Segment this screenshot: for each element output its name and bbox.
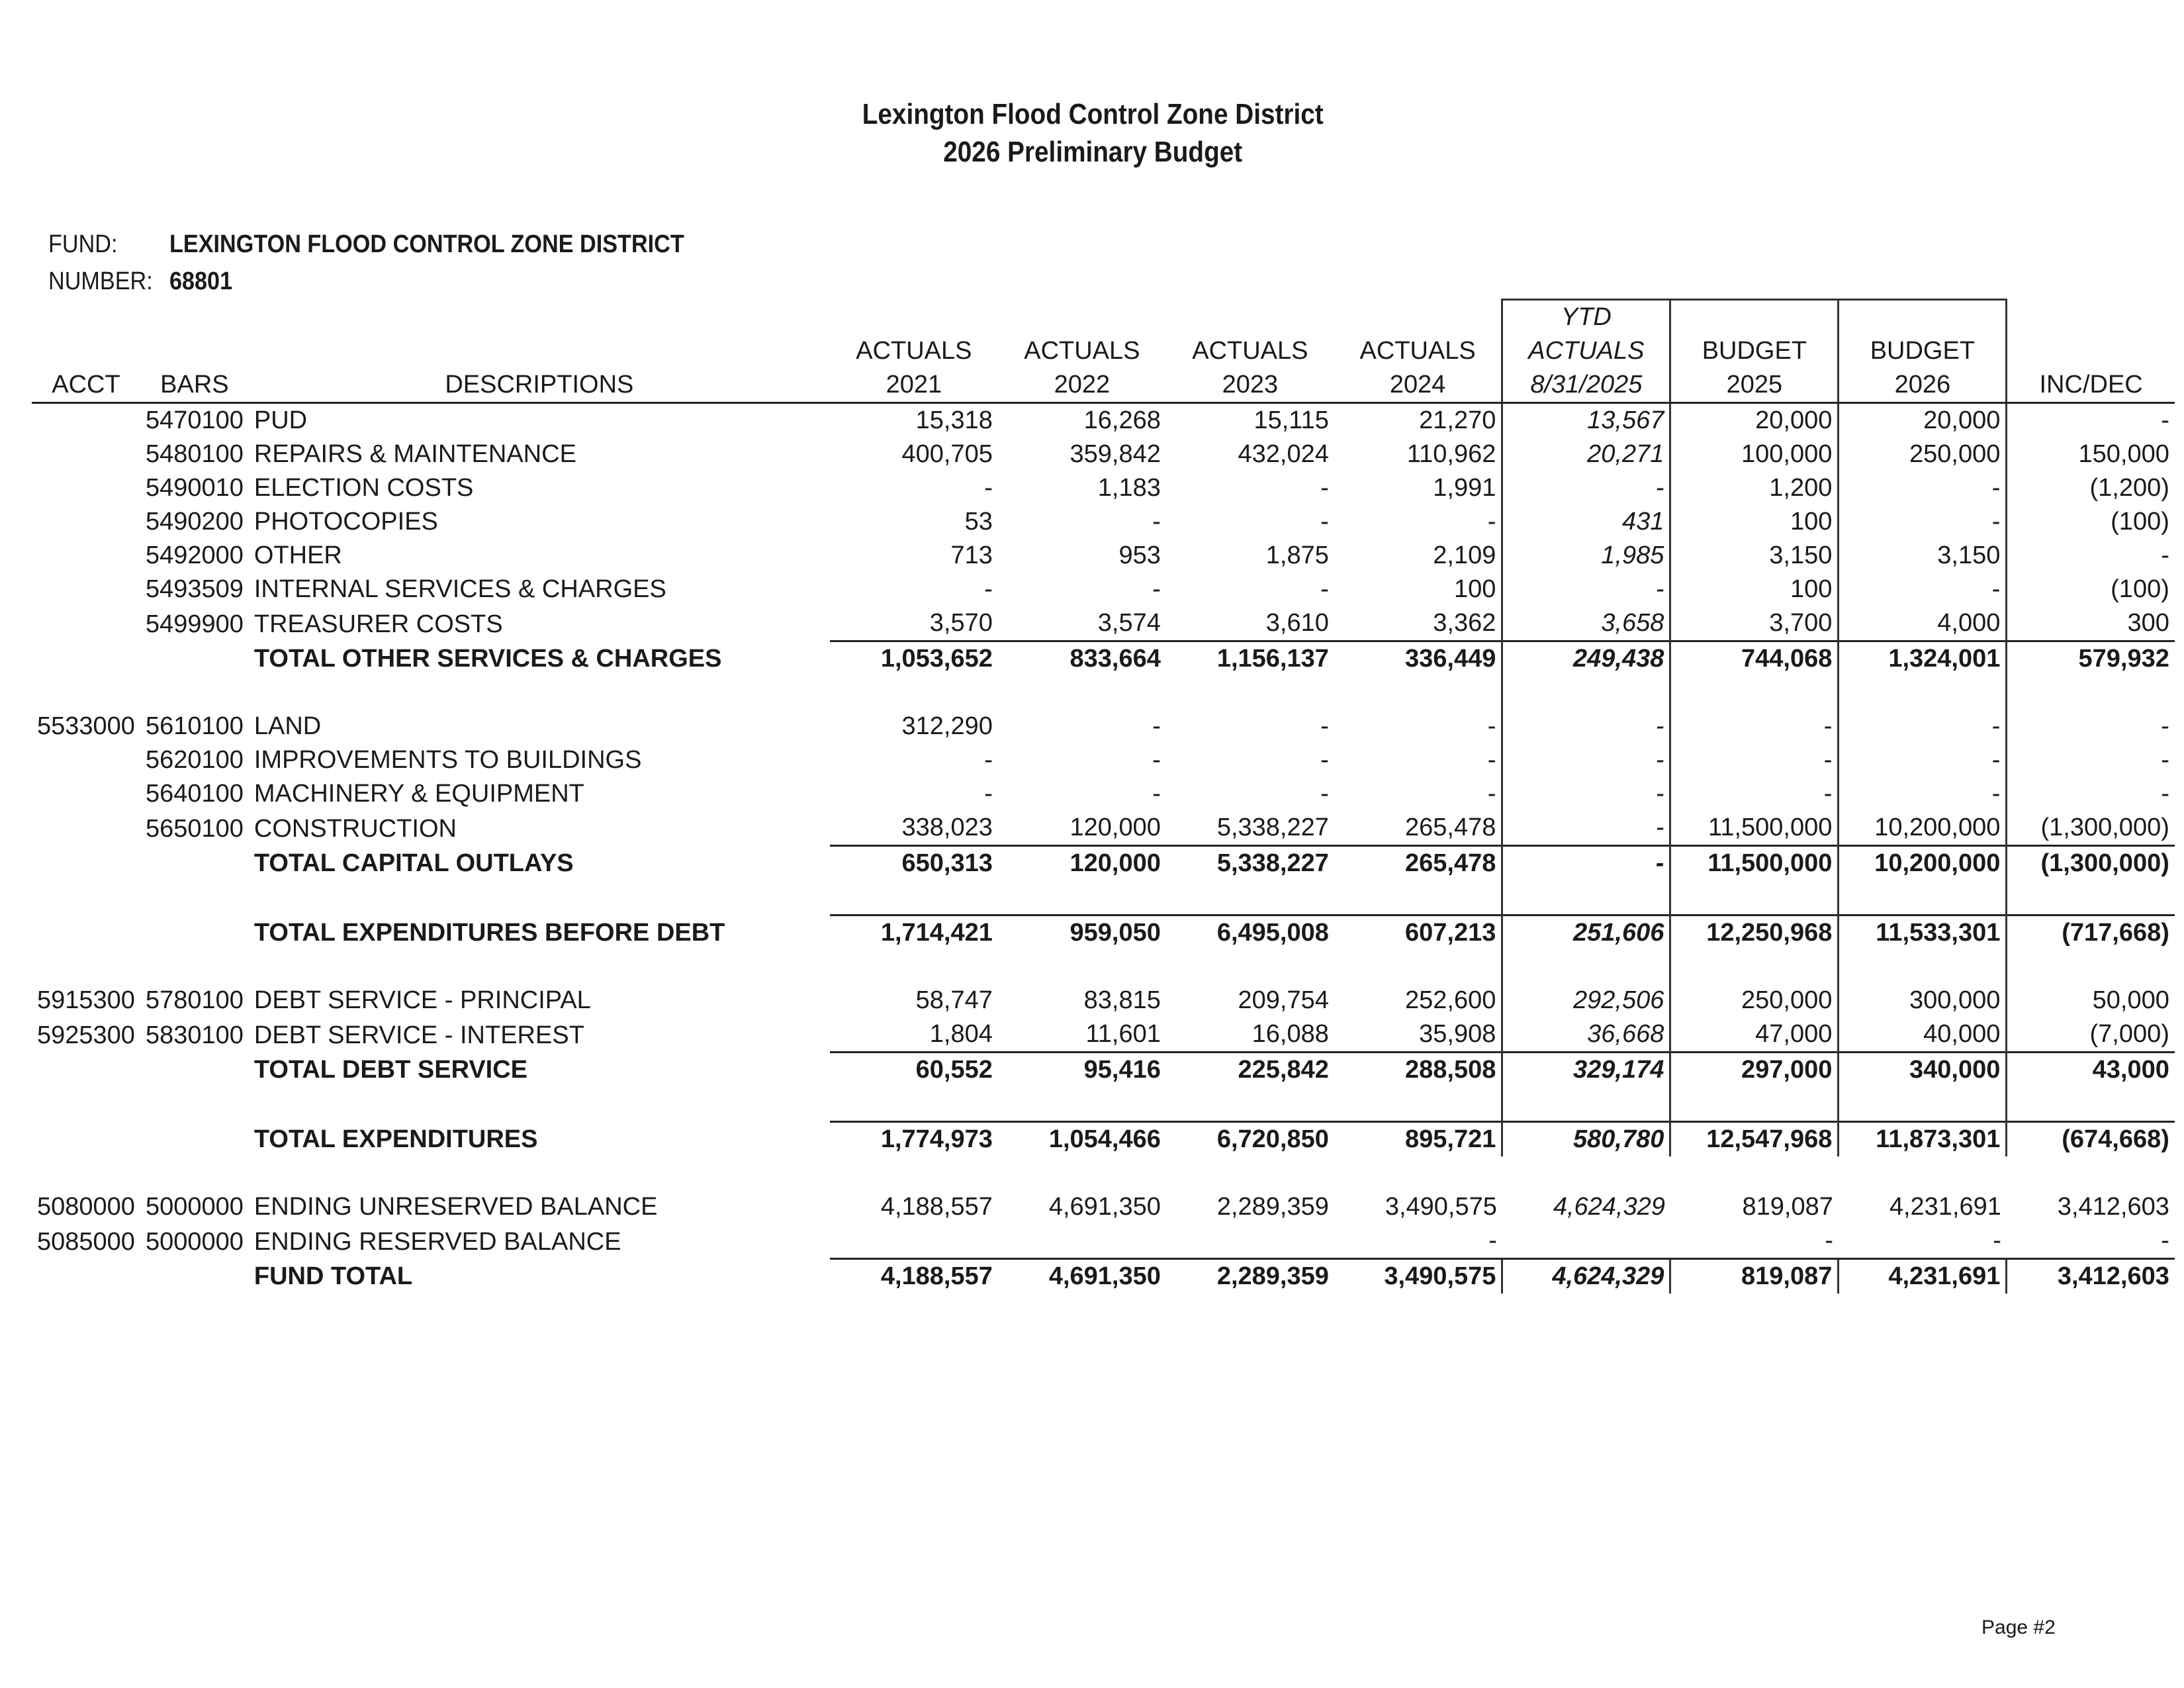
acct-cell [32, 606, 140, 641]
acct-cell: 5915300 [37, 986, 135, 1014]
description-cell: INTERNAL SERVICES & CHARGES [253, 575, 666, 603]
value-cell: - [984, 780, 993, 808]
value-cell: - [1320, 575, 1329, 603]
value-cell: 2,289,359 [1216, 1193, 1329, 1221]
bars-cell: 5490010 [145, 474, 244, 502]
table-row [32, 777, 2175, 811]
value-cell: 16,268 [1083, 406, 1161, 434]
value-cell: 20,000 [1670, 403, 1839, 438]
value-cell: - [1320, 712, 1329, 740]
description-cell: FUND TOTAL [253, 1262, 413, 1290]
value-cell: 431 [1502, 505, 1670, 539]
value-cell: 833,664 [998, 641, 1166, 677]
value-cell: 1,985 [1502, 539, 1670, 573]
value-cell: 40,000 [1839, 1017, 2007, 1053]
acct-cell [32, 641, 140, 677]
value-cell: - [2161, 712, 2169, 740]
bars-cell [140, 1053, 249, 1088]
table-row [32, 403, 2175, 438]
value-cell: 3,570 [929, 609, 993, 637]
value-cell: - [2161, 1227, 2169, 1254]
col-header-bottom: 2023 [1166, 368, 1334, 403]
value-cell: 1,053,652 [830, 641, 998, 677]
description-cell: OTHER [253, 541, 342, 569]
col-header-bottom: 2022 [998, 368, 1166, 403]
value-cell: 6,495,008 [1166, 915, 1334, 951]
col-header-top: ACTUALS [856, 337, 972, 365]
table-row [32, 743, 2175, 777]
value-cell: (674,668) [2007, 1122, 2175, 1157]
value-cell: - [2161, 780, 2169, 808]
description-cell: PUD [253, 406, 308, 434]
spacer-row [32, 1087, 2175, 1122]
col-header-top: ACTUALS [1192, 337, 1308, 365]
value-cell: 288,508 [1334, 1053, 1502, 1088]
bars-cell: 5493509 [145, 575, 244, 603]
total-row [32, 1053, 2175, 1088]
value-cell: - [1487, 508, 1496, 536]
value-cell: 6,720,850 [1166, 1122, 1334, 1157]
header-row-middle [32, 334, 2175, 368]
description-cell: DEBT SERVICE - PRINCIPAL [253, 986, 591, 1014]
value-cell: 100 [1453, 575, 1496, 603]
value-cell: 11,873,301 [1839, 1122, 2007, 1157]
value-cell: 2,109 [1433, 541, 1496, 569]
bars-cell [140, 1122, 249, 1157]
value-cell: - [1320, 508, 1329, 536]
value-cell: 650,313 [830, 846, 998, 881]
header-row-top [32, 300, 2175, 335]
value-cell: 16,088 [1251, 1020, 1329, 1048]
acct-cell [32, 505, 140, 539]
total-row [32, 641, 2175, 677]
value-cell: 21,270 [1419, 406, 1496, 434]
bars-cell: 5610100 [145, 712, 244, 740]
description-cell: CONSTRUCTION [253, 814, 457, 843]
value-cell: 338,023 [901, 814, 993, 841]
value-cell: 4,624,329 [1553, 1193, 1665, 1221]
value-cell: 3,490,575 [1385, 1193, 1497, 1221]
value-cell [830, 1224, 998, 1259]
acct-cell [32, 1122, 140, 1157]
value-cell: 10,200,000 [1839, 811, 2007, 846]
value-cell: 1,804 [929, 1020, 993, 1048]
value-cell: - [1839, 573, 2007, 606]
value-cell: 1,875 [1265, 541, 1329, 569]
value-cell: 249,438 [1502, 641, 1670, 677]
bars-cell: 5490200 [145, 508, 244, 536]
document-subtitle: 2026 Preliminary Budget [943, 136, 1243, 168]
value-cell: - [1839, 471, 2007, 505]
acct-cell [32, 743, 140, 777]
value-cell: 607,213 [1334, 915, 1502, 951]
acct-cell [32, 777, 140, 811]
bars-cell: 5620100 [145, 746, 244, 774]
value-cell: 251,606 [1502, 915, 1670, 951]
value-cell: 953 [1118, 541, 1161, 569]
value-cell: (717,668) [2007, 915, 2175, 951]
value-cell: 4,231,691 [1839, 1259, 2007, 1294]
spacer-row [32, 880, 2175, 915]
description-cell: TOTAL EXPENDITURES BEFORE DEBT [253, 919, 725, 947]
value-cell: 3,490,575 [1334, 1259, 1502, 1294]
budget-table [32, 299, 2175, 1293]
value-cell: - [1320, 474, 1329, 502]
value-cell: 1,324,001 [1839, 641, 2007, 677]
table-row [32, 539, 2175, 573]
value-cell: 60,552 [830, 1053, 998, 1088]
value-cell: 1,054,466 [998, 1122, 1166, 1157]
value-cell: 895,721 [1334, 1122, 1502, 1157]
value-cell: 50,000 [2092, 986, 2169, 1014]
acct-cell [32, 915, 140, 951]
fund-name: LEXINGTON FLOOD CONTROL ZONE DISTRICT [169, 230, 684, 258]
description-cell: IMPROVEMENTS TO BUILDINGS [253, 746, 642, 774]
number-label: NUMBER: [48, 267, 153, 295]
description-cell: LAND [253, 712, 322, 740]
value-cell: 1,714,421 [830, 915, 998, 951]
value-cell: (100) [2111, 575, 2169, 603]
total-row [32, 915, 2175, 951]
value-cell: - [1839, 777, 2007, 811]
value-cell: 4,188,557 [830, 1259, 998, 1294]
value-cell: 265,478 [1334, 846, 1502, 881]
budget-body [32, 403, 2175, 1294]
col-header-top: BUDGET [1670, 334, 1839, 368]
total-row [32, 1259, 2175, 1294]
value-cell: 1,991 [1433, 474, 1496, 502]
value-cell: 300,000 [1839, 984, 2007, 1017]
value-cell [998, 1224, 1166, 1259]
value-cell: - [2161, 746, 2169, 774]
value-cell: - [1320, 746, 1329, 774]
value-cell: (1,300,000) [2007, 846, 2175, 881]
value-cell: - [1825, 1227, 1833, 1254]
total-row [32, 1122, 2175, 1157]
value-cell: 4,188,557 [880, 1193, 993, 1221]
value-cell: 20,000 [1839, 403, 2007, 438]
description-cell: TOTAL OTHER SERVICES & CHARGES [253, 645, 722, 673]
table-row [32, 710, 2175, 743]
value-cell: 120,000 [998, 846, 1166, 881]
value-cell: - [1320, 780, 1329, 808]
col-header-bottom: 8/31/2025 [1502, 368, 1670, 403]
col-header-bottom: 2025 [1670, 368, 1839, 403]
value-cell: - [1502, 710, 1670, 743]
value-cell: 12,547,968 [1670, 1122, 1839, 1157]
descriptions-header: DESCRIPTIONS [249, 368, 830, 403]
acct-header: ACCT [32, 368, 140, 403]
bars-cell [140, 915, 249, 951]
value-cell: - [1993, 1227, 2001, 1254]
description-cell: ENDING RESERVED BALANCE [253, 1227, 621, 1256]
col-header-top: ACTUALS [1024, 337, 1140, 365]
description-cell: ENDING UNRESERVED BALANCE [253, 1193, 658, 1221]
spacer-row [32, 1156, 2175, 1190]
col-header-bottom: 2024 [1334, 368, 1502, 403]
description-cell: TOTAL DEBT SERVICE [253, 1056, 528, 1084]
value-cell: - [1502, 743, 1670, 777]
table-row [32, 811, 2175, 846]
ytd-label: YTD [1502, 300, 1670, 335]
bars-cell: 5640100 [145, 780, 244, 808]
table-row [32, 1190, 2175, 1224]
bars-cell: 5830100 [145, 1021, 244, 1049]
value-cell: 15,115 [1253, 406, 1329, 434]
acct-cell [32, 811, 140, 846]
bars-cell: 5000000 [145, 1227, 244, 1256]
value-cell: 3,658 [1502, 606, 1670, 641]
value-cell: 329,174 [1502, 1053, 1670, 1088]
value-cell: - [2161, 406, 2169, 434]
bars-cell: 5780100 [145, 986, 244, 1014]
acct-cell: 5533000 [37, 712, 135, 740]
value-cell: - [1502, 573, 1670, 606]
value-cell: 252,600 [1405, 986, 1496, 1014]
value-cell: 209,754 [1238, 986, 1329, 1014]
value-cell: - [1839, 710, 2007, 743]
description-cell: MACHINERY & EQUIPMENT [253, 780, 584, 808]
value-cell: 336,449 [1334, 641, 1502, 677]
value-cell: 53 [964, 508, 993, 536]
value-cell: 819,087 [1742, 1193, 1833, 1221]
value-cell: 2,289,359 [1166, 1259, 1334, 1294]
value-cell: - [1488, 1227, 1497, 1254]
value-cell: 15,318 [915, 406, 993, 434]
value-cell: 83,815 [1083, 986, 1161, 1014]
value-cell: 43,000 [2007, 1053, 2175, 1088]
value-cell: 959,050 [998, 915, 1166, 951]
document-title: Lexington Flood Control Zone District [862, 98, 1324, 130]
col-header-top: ACTUALS [1502, 334, 1670, 368]
value-cell: - [1502, 471, 1670, 505]
value-cell: 250,000 [1839, 438, 2007, 471]
acct-cell [32, 403, 140, 438]
col-header-top [2007, 334, 2175, 368]
bars-cell: 5492000 [145, 541, 244, 569]
value-cell: 3,610 [1265, 609, 1329, 637]
col-header-bottom: INC/DEC [2007, 368, 2175, 403]
table-row [32, 984, 2175, 1017]
value-cell: 297,000 [1670, 1053, 1839, 1088]
table-row [32, 471, 2175, 505]
value-cell: (1,200) [2089, 474, 2169, 502]
value-cell: - [1502, 846, 1670, 881]
value-cell [1166, 1224, 1334, 1259]
value-cell: 20,271 [1502, 438, 1670, 471]
value-cell: - [1487, 780, 1496, 808]
table-row [32, 438, 2175, 471]
value-cell: 12,250,968 [1670, 915, 1839, 951]
col-header-top: BUDGET [1839, 334, 2007, 368]
spacer-row [32, 950, 2175, 984]
value-cell: 819,087 [1670, 1259, 1839, 1294]
value-cell: - [1487, 746, 1496, 774]
value-cell: - [1502, 777, 1670, 811]
table-row [32, 1017, 2175, 1053]
value-cell: 432,024 [1238, 440, 1329, 468]
table-row [32, 573, 2175, 606]
value-cell: 11,601 [1085, 1020, 1161, 1048]
table-row [32, 1224, 2175, 1259]
value-cell: 11,533,301 [1839, 915, 2007, 951]
value-cell: 265,478 [1405, 814, 1496, 841]
value-cell: - [1839, 743, 2007, 777]
value-cell: 150,000 [2078, 440, 2169, 468]
value-cell: 100 [1670, 573, 1839, 606]
value-cell: 11,500,000 [1670, 846, 1839, 881]
value-cell: 579,932 [2007, 641, 2175, 677]
value-cell: 4,231,691 [1889, 1193, 2001, 1221]
value-cell: - [984, 474, 993, 502]
acct-cell [32, 438, 140, 471]
value-cell: - [1670, 743, 1839, 777]
description-cell: DEBT SERVICE - INTEREST [253, 1021, 584, 1049]
fund-number: 68801 [169, 267, 233, 295]
description-cell: PHOTOCOPIES [253, 508, 438, 536]
acct-cell: 5925300 [37, 1021, 135, 1049]
acct-cell: 5085000 [37, 1227, 135, 1256]
acct-cell [32, 471, 140, 505]
value-cell: 100,000 [1670, 438, 1839, 471]
value-cell: - [984, 746, 993, 774]
value-cell: - [1152, 508, 1161, 536]
value-cell: 3,412,603 [2057, 1193, 2169, 1221]
col-header-bottom: 2026 [1839, 368, 2007, 403]
value-cell: 10,200,000 [1839, 846, 2007, 881]
value-cell: - [984, 575, 993, 603]
description-cell: TREASURER COSTS [253, 610, 503, 638]
value-cell: 340,000 [1839, 1053, 2007, 1088]
bars-cell: 5470100 [145, 406, 244, 434]
value-cell: 36,668 [1502, 1017, 1670, 1053]
value-cell: 713 [950, 541, 993, 569]
value-cell: - [1502, 811, 1670, 846]
value-cell: 3,150 [1670, 539, 1839, 573]
value-cell: 1,156,137 [1166, 641, 1334, 677]
bars-cell [140, 1259, 249, 1294]
fund-label: FUND: [48, 230, 118, 258]
value-cell: 359,842 [1069, 440, 1161, 468]
acct-cell [32, 846, 140, 881]
value-cell: 580,780 [1502, 1122, 1670, 1157]
value-cell: - [1670, 710, 1839, 743]
value-cell: 225,842 [1166, 1053, 1334, 1088]
value-cell: 4,000 [1839, 606, 2007, 641]
table-row [32, 606, 2175, 641]
value-cell: 13,567 [1502, 403, 1670, 438]
value-cell: 35,908 [1419, 1020, 1496, 1048]
description-cell: ELECTION COSTS [253, 474, 474, 502]
bars-cell: 5000000 [145, 1193, 244, 1221]
value-cell: 3,362 [1433, 609, 1496, 637]
acct-cell [32, 1053, 140, 1088]
value-cell: - [1487, 712, 1496, 740]
description-cell: REPAIRS & MAINTENANCE [253, 440, 576, 468]
total-row [32, 846, 2175, 881]
value-cell: 3,150 [1839, 539, 2007, 573]
value-cell: 11,500,000 [1670, 811, 1839, 846]
value-cell: 1,183 [1097, 474, 1161, 502]
value-cell: 47,000 [1670, 1017, 1839, 1053]
value-cell: 744,068 [1670, 641, 1839, 677]
value-cell: 3,412,603 [2007, 1259, 2175, 1294]
value-cell: - [1152, 746, 1161, 774]
acct-cell [32, 573, 140, 606]
col-header-top: ACTUALS [1359, 337, 1476, 365]
value-cell: 300 [2127, 609, 2169, 637]
acct-cell: 5080000 [37, 1193, 135, 1221]
value-cell: - [1839, 505, 2007, 539]
page-number: Page #2 [1981, 1617, 2056, 1638]
value-cell: 4,691,350 [998, 1259, 1166, 1294]
value-cell [1502, 1224, 1670, 1259]
value-cell: 3,700 [1670, 606, 1839, 641]
acct-cell [32, 539, 140, 573]
value-cell: - [1152, 780, 1161, 808]
value-cell: 292,506 [1502, 984, 1670, 1017]
bars-header: BARS [140, 368, 249, 403]
value-cell: 1,200 [1670, 471, 1839, 505]
value-cell: - [2161, 541, 2169, 569]
bars-cell: 5480100 [145, 440, 244, 468]
spacer-row [32, 676, 2175, 710]
value-cell: 400,705 [901, 440, 993, 468]
value-cell: 250,000 [1670, 984, 1839, 1017]
value-cell: 120,000 [1069, 814, 1161, 841]
value-cell: (7,000) [2089, 1020, 2169, 1048]
value-cell: 312,290 [901, 712, 993, 740]
description-cell: TOTAL CAPITAL OUTLAYS [253, 849, 574, 877]
acct-cell [32, 1259, 140, 1294]
value-cell: 5,338,227 [1216, 814, 1329, 841]
description-cell: TOTAL EXPENDITURES [253, 1125, 538, 1153]
value-cell: 110,962 [1406, 440, 1496, 468]
value-cell: 100 [1670, 505, 1839, 539]
col-header-bottom: 2021 [830, 368, 998, 403]
bars-cell: 5499900 [145, 610, 244, 638]
value-cell: 5,338,227 [1166, 846, 1334, 881]
value-cell: 95,416 [998, 1053, 1166, 1088]
table-row [32, 505, 2175, 539]
bars-cell: 5650100 [145, 814, 244, 843]
value-cell: (100) [2111, 508, 2169, 536]
header-row-bottom [32, 368, 2175, 403]
value-cell: 3,574 [1097, 609, 1161, 637]
value-cell: 4,691,350 [1048, 1193, 1161, 1221]
value-cell: - [1670, 777, 1839, 811]
bars-cell [140, 641, 249, 677]
value-cell: 1,774,973 [830, 1122, 998, 1157]
value-cell: 58,747 [915, 986, 993, 1014]
value-cell: 4,624,329 [1502, 1259, 1670, 1294]
value-cell: - [1152, 712, 1161, 740]
bars-cell [140, 846, 249, 881]
value-cell: (1,300,000) [2040, 814, 2169, 841]
value-cell: - [1152, 575, 1161, 603]
